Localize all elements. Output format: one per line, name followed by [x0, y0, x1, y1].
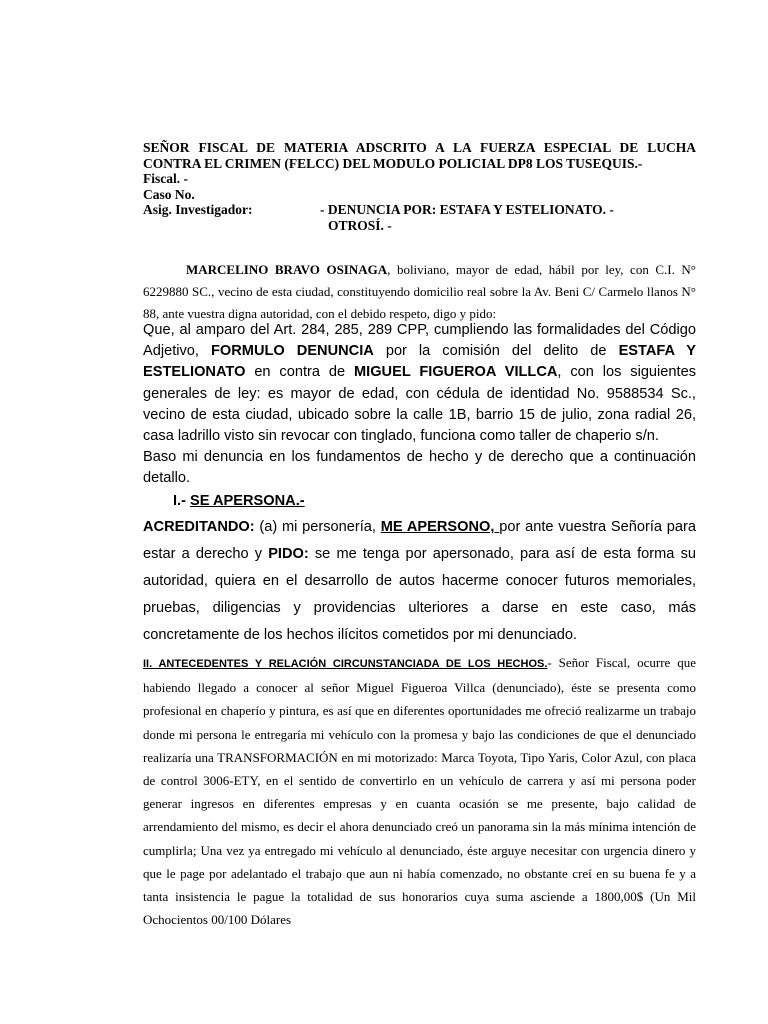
caso-line: Caso No.: [143, 186, 195, 202]
complaint-text: por la comisión del delito de: [373, 343, 619, 360]
acreditando-label: ACREDITANDO:: [143, 519, 255, 535]
acreditando-paragraph: [143, 514, 696, 649]
crime-name: ESTAFA Y ESTELIONATO: [143, 343, 696, 381]
complainant-name: MARCELINO BRAVO OSINAGA: [186, 262, 388, 277]
acreditando-text: se me tenga por apersonado, para así de esta forma su autoridad, quiera en el desarrollo de autos hacerme conocer futuros memoriales, pruebas, diligencias y providencias ulteriores a darse en este caso, más concretamente de los hechos ilícitos cometidos por mi denunciado.: [143, 546, 696, 643]
basis-paragraph: Baso mi denuncia en los fundamentos de hecho y de derecho que a continuación detallo.: [143, 449, 696, 487]
formulo-denuncia: FORMULO DENUNCIA: [211, 343, 374, 360]
accused-name: MIGUEL FIGUEROA VILLCA: [353, 364, 558, 381]
section-1-heading: [143, 491, 696, 511]
asig-label: Asig. Investigador:: [143, 202, 253, 218]
section-2-title: II. ANTECEDENTES Y RELACIÓN CIRCUNSTANCIADA DE LOS HECHOS.: [143, 658, 548, 670]
addressee: SEÑOR FISCAL DE MATERIA ADSCRITO A LA FUERZA ESPECIAL DE LUCHA CONTRA EL CRIMEN (FELCC) DEL MODULO POLICIAL DP8 LOS TUSEQUIS.-: [143, 140, 696, 171]
asig-row: [143, 202, 696, 218]
complaint-paragraph: [143, 320, 696, 447]
fiscal-line: Fiscal. -: [143, 171, 188, 187]
acreditando-text: por ante vuestra Señoría para estar a derecho y: [143, 519, 696, 562]
otrosi-label: OTROSÍ. -: [328, 217, 392, 233]
complaint-text: en contra de: [245, 364, 354, 381]
acreditando-block: [143, 514, 696, 649]
me-apersono: ME APERSONO,: [380, 519, 500, 535]
complaint-text: Que, al amparo del Art. 284, 285, 289 CPP, cumpliendo las formalidades del Código Adjetivo,: [143, 322, 696, 360]
complaint-body: [143, 320, 696, 490]
pido-label: PIDO:: [268, 546, 309, 562]
document-header: [143, 140, 696, 234]
otrosi-row: [143, 218, 696, 234]
intro-text: , boliviano, mayor de edad, hábil por ley, con C.I. N° 6229880 SC., vecino de esta ciudad, constituyendo domicilio real sobre la Av. Beni C/ Carmelo llanos N° 88, ante vuestra digna autoridad, con el debido respeto, digo y pido:: [143, 262, 697, 321]
section-2-text: - Señor Fiscal, ocurre que habiendo llegado a conocer al señor Miguel Figueroa Villca (denunciado), éste se presenta como profesional en chaperío y pintura, es así que en diferentes oportunidades me ofreció realizarme un trabajo donde mi persona le entregaría mi vehículo con la promesa y bajo las condiciones de que el denunciado realizaría una TRANSFORMACIÓN en mi motorizado: Marca Toyota, Tipo Yaris, Color Azul, con placa de control 3006-ETY, en el sentido de convertirlo en un vehículo de carrera y así mi persona poder generar ingresos en diferentes empresas y en cuanta ocasión se me presente, bajo calidad de arrendamiento del mismo, es decir el ahora denunciado creó un panorama sin la más mínima intención de cumplirla; Una vez ya entregado mi vehículo al denunciado, éste arguye necesitar con urgencia dinero y que le page por adelantado el trabajo que aun ni había comenzado, no obstante creí en su buena fe y a tanta insistencia le pague la totalidad de sus honorarios cuya suma asciende a 1800,00$ (Un Mil Ochocientos 00/100 Dólares: [143, 655, 696, 928]
section-1-number: I.-: [173, 493, 191, 509]
denuncia-subject: - DENUNCIA POR: ESTAFA Y ESTELIONATO. -: [320, 202, 614, 218]
section-1-title: SE APERSONA.-: [190, 493, 305, 509]
section-2-paragraph: [143, 651, 696, 931]
acreditando-text: (a) mi personería,: [254, 519, 381, 535]
complaint-text: , con los siguientes generales de ley: es mayor de edad, con cédula de identidad No. 9588534 Sc., vecino de esta ciudad, ubicado sobre la calle 1B, barrio 15 de julio, zona radial 26, casa ladrillo visto sin revocar con tinglado, funciona como taller de chaperio s/n.: [143, 364, 696, 445]
intro-paragraph: [143, 259, 696, 325]
